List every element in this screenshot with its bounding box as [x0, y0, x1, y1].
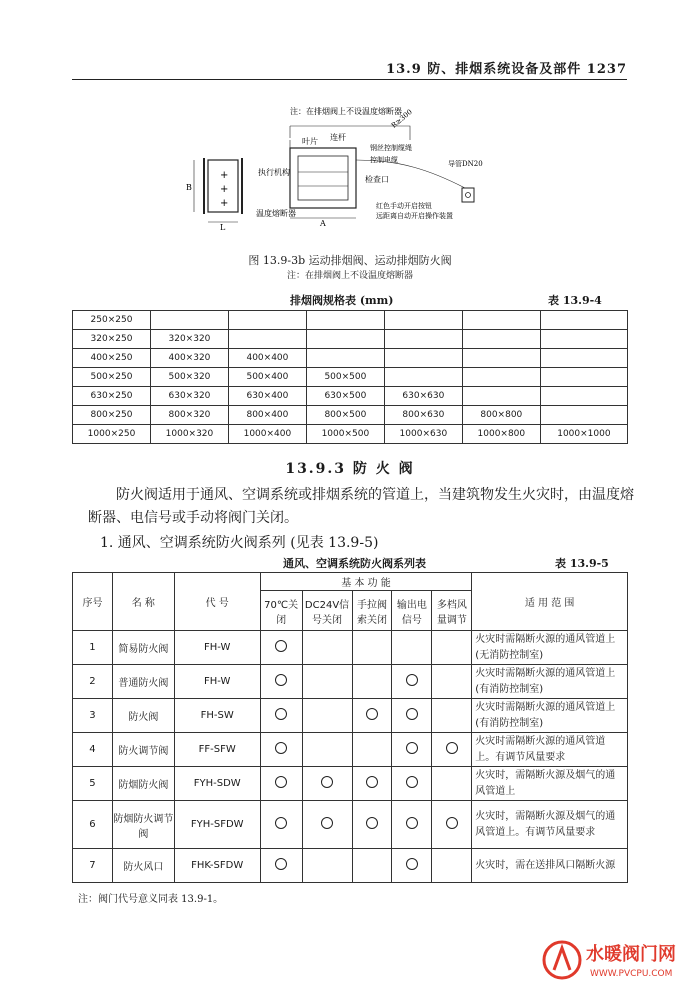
- spec-table-number: 表 13.9-4: [548, 294, 602, 307]
- spec-cell: 1000×500: [306, 425, 384, 444]
- spec-cell: [540, 349, 627, 368]
- spec-row: [73, 387, 628, 406]
- spec-cell: 1000×630: [384, 425, 462, 444]
- spec-cell: [462, 368, 540, 387]
- spec-cell: [462, 387, 540, 406]
- label-blade: 叶片: [302, 137, 318, 146]
- function-mark-icon: [275, 742, 287, 754]
- spec-cell: [540, 387, 627, 406]
- spec-row: [73, 425, 628, 444]
- spec-cell: 1000×800: [462, 425, 540, 444]
- paragraph-line-2: 断器、电信号或手动将阀门关闭。: [88, 510, 298, 526]
- function-mark-icon: [406, 674, 418, 686]
- spec-cell: 1000×400: [228, 425, 306, 444]
- function-cell: [302, 849, 352, 883]
- fire-row: [73, 767, 628, 801]
- row-seq: 3: [73, 699, 113, 733]
- spec-cell: [228, 311, 306, 330]
- function-cell: [352, 699, 392, 733]
- paragraph: [88, 484, 633, 530]
- label-fuse: 温度熔断器: [256, 209, 296, 218]
- spec-cell: 500×500: [306, 368, 384, 387]
- row-seq: 1: [73, 631, 113, 665]
- spec-row: [73, 368, 628, 387]
- function-cell: [432, 699, 472, 733]
- row-code: FYH-SFDW: [174, 801, 260, 849]
- function-mark-icon: [366, 776, 378, 788]
- row-scope: 火灾时需隔断火源的通风管道上。有调节风量要求: [472, 733, 628, 767]
- function-cell: [352, 733, 392, 767]
- front-view: [290, 148, 356, 208]
- watermark-logo: [540, 930, 700, 990]
- row-code: FH-SW: [174, 699, 260, 733]
- function-cell: [302, 665, 352, 699]
- spec-cell: [462, 349, 540, 368]
- row-scope: 火灾时需隔断火源的通风管道上(有消防控制室): [472, 665, 628, 699]
- function-mark-icon: [275, 640, 287, 652]
- spec-cell: [540, 406, 627, 425]
- function-cell: [392, 733, 432, 767]
- spec-cell: [306, 330, 384, 349]
- row-code: FF-SFW: [174, 733, 260, 767]
- spec-cell: [540, 330, 627, 349]
- row-seq: 6: [73, 801, 113, 849]
- spec-cell: 500×250: [73, 368, 151, 387]
- spec-cell: [384, 330, 462, 349]
- label-rod: 连杆: [330, 133, 346, 142]
- spec-cell: 800×250: [73, 406, 151, 425]
- row-seq: 5: [73, 767, 113, 801]
- function-cell: [392, 665, 432, 699]
- row-scope: 火灾时，需在送排风口隔断火源: [472, 849, 628, 883]
- function-cell: [392, 801, 432, 849]
- spec-cell: 630×500: [306, 387, 384, 406]
- paragraph-line-1: 防火阀适用于通风、空调系统或排烟系统的管道上，当建筑物发生火灾时，由温度熔: [116, 487, 634, 503]
- label-inspection: 检查口: [365, 175, 389, 184]
- function-cell: [432, 849, 472, 883]
- row-seq: 4: [73, 733, 113, 767]
- row-code: FH-W: [174, 665, 260, 699]
- fire-table-title: 通风、空调系统防火阀系列表: [283, 557, 426, 570]
- figure-caption-note: 注：在排烟阀上不设温度熔断器: [286, 271, 413, 281]
- watermark-brand: 水暖阀门网: [586, 944, 676, 965]
- function-cell: [432, 801, 472, 849]
- spec-cell: [462, 311, 540, 330]
- function-cell: [260, 631, 302, 665]
- function-cell: [352, 631, 392, 665]
- spec-cell: 800×320: [150, 406, 228, 425]
- function-mark-icon: [275, 858, 287, 870]
- spec-cell: 800×400: [228, 406, 306, 425]
- spec-cell: 800×630: [384, 406, 462, 425]
- footnote: 注：阀门代号意义同表 13.9-1。: [78, 894, 224, 905]
- spec-cell: 630×250: [73, 387, 151, 406]
- function-cell: [302, 801, 352, 849]
- label-radius: R≥300: [389, 107, 414, 130]
- header-f3: 手拉阀索关闭: [352, 591, 392, 631]
- spec-cell: [384, 368, 462, 387]
- page-header: [72, 55, 627, 80]
- header-f4: 输出电信号: [392, 591, 432, 631]
- function-cell: [392, 849, 432, 883]
- spec-cell: [462, 330, 540, 349]
- row-name: 简易防火阀: [112, 631, 174, 665]
- spec-cell: 630×630: [384, 387, 462, 406]
- spec-cell: 500×320: [150, 368, 228, 387]
- spec-row: [73, 311, 628, 330]
- function-cell: [260, 699, 302, 733]
- figure-caption: 图 13.9-3b 运动排烟阀、运动排烟防火阀: [248, 254, 452, 267]
- label-wire-rope: 钢丝控制缆绳: [370, 144, 412, 152]
- function-mark-icon: [446, 817, 458, 829]
- row-code: FH-W: [174, 631, 260, 665]
- fire-row: [73, 631, 628, 665]
- spec-cell: 250×250: [73, 311, 151, 330]
- row-scope: 火灾时需隔断火源的通风管道上(无消防控制室): [472, 631, 628, 665]
- header-name: 名 称: [112, 573, 174, 631]
- function-mark-icon: [406, 742, 418, 754]
- fire-table-number: 表 13.9-5: [555, 557, 609, 570]
- function-cell: [352, 801, 392, 849]
- row-name: 普通防火阀: [112, 665, 174, 699]
- function-cell: [392, 767, 432, 801]
- spec-cell: 630×400: [228, 387, 306, 406]
- function-mark-icon: [406, 858, 418, 870]
- header-text: 13.9 防、排烟系统设备及部件 1237: [386, 62, 627, 77]
- svg-text:+: +: [220, 170, 229, 181]
- row-name: 防烟防火阀: [112, 767, 174, 801]
- spec-cell: 800×500: [306, 406, 384, 425]
- function-mark-icon: [275, 776, 287, 788]
- function-cell: [260, 801, 302, 849]
- dim-a: A: [320, 219, 326, 228]
- function-cell: [432, 665, 472, 699]
- function-cell: [392, 699, 432, 733]
- function-mark-icon: [321, 817, 333, 829]
- function-cell: [260, 665, 302, 699]
- figure-top-note: 注：在排烟阀上不设温度熔断器: [290, 107, 402, 116]
- spec-cell: [306, 311, 384, 330]
- spec-cell: 1000×320: [150, 425, 228, 444]
- header-code: 代 号: [174, 573, 260, 631]
- row-scope: 火灾时，需隔断火源及烟气的通风管道上。有调节风量要求: [472, 801, 628, 849]
- header-scope: 适 用 范 围: [472, 573, 628, 631]
- row-scope: 火灾时，需隔断火源及烟气的通风管道上: [472, 767, 628, 801]
- function-mark-icon: [446, 742, 458, 754]
- spec-table: [72, 310, 628, 444]
- spec-table-title: 排烟阀规格表 (mm): [290, 294, 394, 307]
- function-cell: [302, 699, 352, 733]
- spec-cell: [306, 349, 384, 368]
- spec-cell: 1000×250: [73, 425, 151, 444]
- function-mark-icon: [406, 776, 418, 788]
- fire-row: [73, 801, 628, 849]
- row-code: FHK-SFDW: [174, 849, 260, 883]
- header-f2: DC24V信号关闭: [302, 591, 352, 631]
- spec-cell: [540, 311, 627, 330]
- function-mark-icon: [275, 708, 287, 720]
- function-cell: [352, 767, 392, 801]
- label-red-button: 红色手动开启按钮: [376, 202, 432, 210]
- spec-row: [73, 406, 628, 425]
- function-cell: [352, 665, 392, 699]
- section-title: 13.9.3 防 火 阀: [285, 461, 415, 477]
- function-cell: [302, 733, 352, 767]
- dim-l: L: [220, 223, 226, 232]
- row-name: 防烟防火调节阀: [112, 801, 174, 849]
- fire-row: [73, 733, 628, 767]
- function-cell: [392, 631, 432, 665]
- watermark-url: WWW.PVCPU.COM: [590, 969, 673, 979]
- header-f1: 70℃关闭: [260, 591, 302, 631]
- spec-cell: 800×800: [462, 406, 540, 425]
- function-mark-icon: [321, 776, 333, 788]
- spec-cell: 500×400: [228, 368, 306, 387]
- function-mark-icon: [275, 674, 287, 686]
- row-name: 防火阀: [112, 699, 174, 733]
- spec-cell: 320×320: [150, 330, 228, 349]
- label-cable: 控制电缆: [370, 156, 398, 164]
- row-name: 防火风口: [112, 849, 174, 883]
- subheading: 1. 通风、空调系统防火阀系列 (见表 13.9-5): [100, 535, 379, 551]
- function-cell: [260, 767, 302, 801]
- svg-text:+: +: [220, 198, 229, 209]
- function-mark-icon: [406, 817, 418, 829]
- function-mark-icon: [366, 708, 378, 720]
- row-code: FYH-SDW: [174, 767, 260, 801]
- function-cell: [432, 631, 472, 665]
- spec-cell: 1000×1000: [540, 425, 627, 444]
- function-cell: [432, 733, 472, 767]
- header-basic: 基 本 功 能: [260, 573, 472, 591]
- fire-table: [72, 572, 628, 883]
- spec-cell: [540, 368, 627, 387]
- header-f5: 多档风量调节: [432, 591, 472, 631]
- function-cell: [302, 631, 352, 665]
- header-seq: 序号: [73, 573, 113, 631]
- label-conduit: 导管DN20: [448, 160, 483, 168]
- row-scope: 火灾时需隔断火源的通风管道上(有消防控制室): [472, 699, 628, 733]
- fire-row: [73, 665, 628, 699]
- spec-row: [73, 330, 628, 349]
- function-cell: [260, 733, 302, 767]
- svg-text:+: +: [220, 184, 229, 195]
- spec-cell: [228, 330, 306, 349]
- spec-cell: 400×400: [228, 349, 306, 368]
- damper-figure: [180, 100, 530, 250]
- spec-cell: 400×250: [73, 349, 151, 368]
- label-actuator: 执行机构: [258, 168, 290, 177]
- row-name: 防火调节阀: [112, 733, 174, 767]
- fire-row: [73, 699, 628, 733]
- fire-row: [73, 849, 628, 883]
- label-remote-device: 远距离自动开启操作装置: [376, 212, 453, 220]
- spec-row: [73, 349, 628, 368]
- spec-cell: 630×320: [150, 387, 228, 406]
- spec-cell: [384, 311, 462, 330]
- row-seq: 2: [73, 665, 113, 699]
- function-cell: [302, 767, 352, 801]
- function-mark-icon: [406, 708, 418, 720]
- row-seq: 7: [73, 849, 113, 883]
- function-mark-icon: [366, 817, 378, 829]
- spec-cell: [150, 311, 228, 330]
- function-cell: [260, 849, 302, 883]
- function-cell: [352, 849, 392, 883]
- spec-cell: [384, 349, 462, 368]
- function-mark-icon: [275, 817, 287, 829]
- spec-cell: 400×320: [150, 349, 228, 368]
- dim-b: B: [186, 183, 192, 192]
- spec-cell: 320×250: [73, 330, 151, 349]
- function-cell: [432, 767, 472, 801]
